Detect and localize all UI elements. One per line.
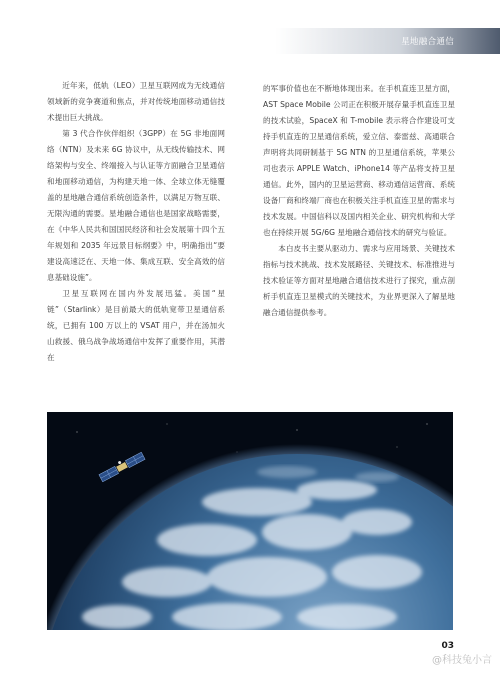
- earth-illustration: [47, 412, 453, 630]
- paragraph: 第 3 代合作伙伴组织（3GPP）在 5G 非地面网络（NTN）及未来 6G 协议中，从无线传输技术、网络架构与安全、终端接入与认证等方面融合卫星通信和地面移动通信，为构建天地一体、全球立体无缝覆盖的星地融合通信系统创造条件，以满足万物互联、无限沟通的需要。星地融合通信也是国家战略需要，在《中华人民共和国国民经济和社会发展第十四个五年规划和 2035 年远景目标纲要》中，明确指出“要建设高速泛在、天地一体、集成互联、安全高效的信息基础设施”。: [47, 129, 225, 282]
- paragraph: 卫星互联网在国内外发展迅猛。美国“星链”（Starlink）是目前最大的低轨宽带卫星通信系统，已拥有 100 万以上的 VSAT 用户，并在汤加火山救援、俄乌战争战场通信中发挥了重要作用，其潜在: [47, 289, 225, 362]
- section-title: 星地融合通信: [401, 37, 454, 47]
- watermark-text: @科技兔小言: [432, 655, 492, 666]
- right-text-column: [263, 81, 455, 321]
- paragraph: 近年来，低轨（LEO）卫星互联网成为无线通信领域新的竞争赛道和焦点，并对传统地面移动通信技术提出巨大挑战。: [47, 81, 225, 122]
- page-number: 03: [441, 641, 454, 651]
- paragraph: 本白皮书主要从驱动力、需求与应用场景、关键技术指标与技术挑战、技术发展路径、关键技术、标准推进与技术验证等方面对星地融合通信技术进行了探究，重点剖析手机直连卫星模式的关键技术，为业界更深入了解星地融合通信提供参考。: [263, 244, 455, 317]
- paragraph: 的军事价值也在不断地体现出来。在手机直连卫星方面，AST Space Mobile 公司正在积极开展存量手机直连卫星的技术试验，SpaceX 和 T-mobile 表示将合作建设可支持手机直连的卫星通信系统，爱立信、泰雷兹、高通联合声明将共同研制基于 5G NTN 的卫星通信系统，苹果公司也表示 APPLE Watch、iPhone14 等产品将支持卫星通信。此外，国内的卫星运营商、移动通信运营商、系统设备厂商和终端厂商也在积极关注手机直连卫星的需求与技术发展。中国信科以及国内相关企业、研究机构和大学也在持续开展 5G/6G 星地融合通信技术的研究与验证。: [263, 84, 455, 237]
- satellite-over-earth-image: [47, 412, 453, 630]
- left-text-column: [47, 78, 225, 366]
